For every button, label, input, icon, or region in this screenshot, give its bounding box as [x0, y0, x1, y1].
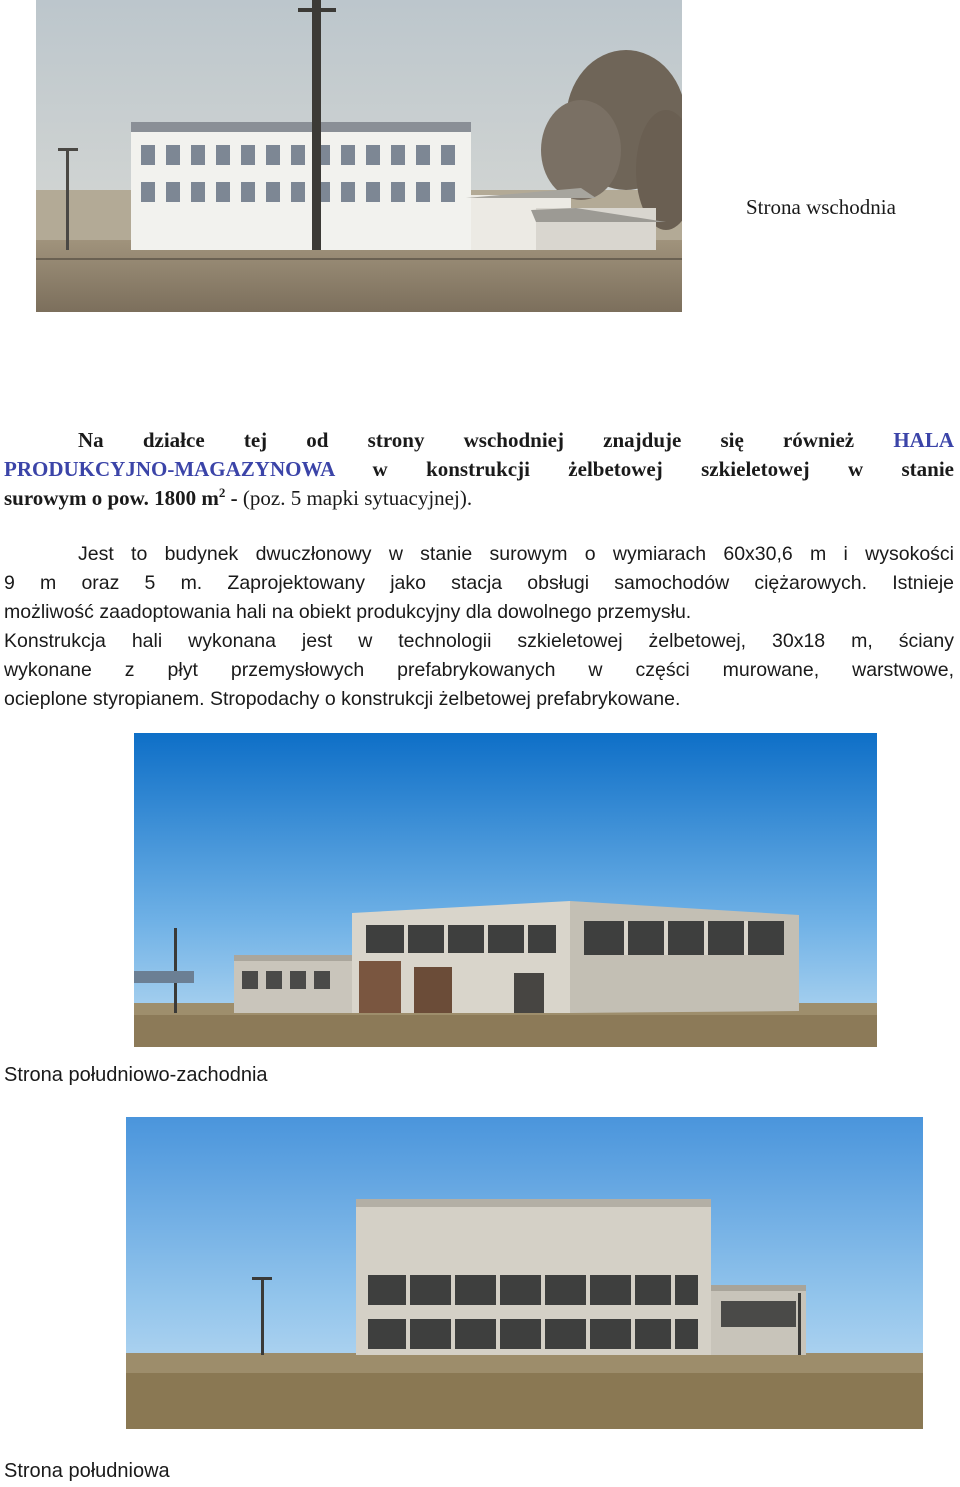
caption-south: Strona południowa: [4, 1460, 170, 1482]
caption-east: Strona wschodnia: [746, 195, 896, 219]
body-line-5: wykonane z płyt przemysłowych prefabrykowanych w części murowane, warstwowe,: [4, 659, 954, 681]
photo-south-side: [126, 1117, 923, 1429]
south-hall-image: [126, 1117, 923, 1429]
body-line-2: 9 m oraz 5 m. Zaprojektowany jako stacja obsługi samochodów ciężarowych. Istnieje: [4, 572, 954, 594]
intro-paragraph-cont: [4, 455, 954, 513]
area-superscript: 2: [218, 485, 226, 500]
body-line-4: Konstrukcja hali wykonana jest w technologii szkieletowej żelbetowej, 30x18 m, ściany: [4, 630, 954, 652]
intro-line-2: PRODUKCYJNO-MAGAZYNOWA w konstrukcji żelbetowej szkieletowej w stanie: [4, 457, 954, 481]
intro-line-3: surowym o pow. 1800 $m^2 - (poz$. 5 mapki sytuacyjnej).: [4, 485, 473, 510]
intro-line-1: Na działce tej od strony wschodniej znajduje się również HALA: [78, 428, 955, 452]
east-building-image: [36, 0, 682, 312]
body-line-6: ocieplone styropianem. Stropodachy o konstrukcji żelbetowej prefabrykowane.: [4, 688, 681, 710]
body-line-1: Jest to budynek dwuczłonowy w stanie surowym o wymiarach 60x30,6 m i wysokości: [78, 543, 954, 565]
body-paragraph: [4, 540, 954, 714]
photo-east-side: [36, 0, 682, 312]
hall-name-part-2: PRODUKCYJNO-MAGAZYNOWA: [4, 457, 335, 481]
southwest-hall-image: [134, 733, 877, 1047]
hall-name-part-1: HALA: [893, 428, 955, 452]
photo-southwest-side: [134, 733, 877, 1047]
intro-paragraph: [78, 426, 954, 455]
body-line-3: możliwość zaadoptowania hali na obiekt produkcyjny dla dowolnego przemysłu.: [4, 601, 692, 623]
caption-southwest: Strona południowo-zachodnia: [4, 1064, 268, 1086]
